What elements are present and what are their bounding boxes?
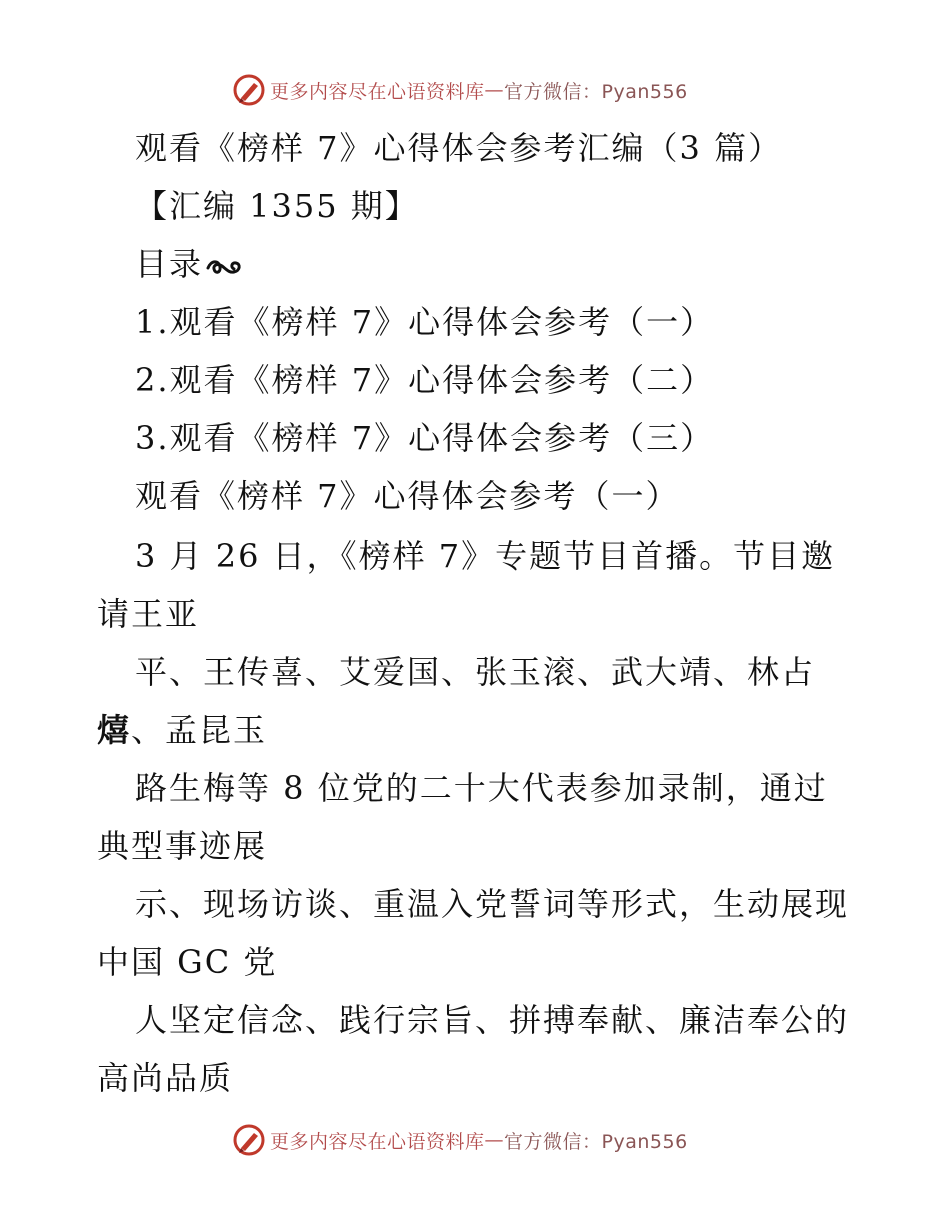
banner-dash: —: [484, 1129, 505, 1151]
body-line: 人坚定信念、践行宗旨、拼搏奉献、廉洁奉公的: [135, 1001, 850, 1039]
banner-contact: 官方微信：Pyan556: [504, 1130, 688, 1153]
toc-item-3: 3.观看《榜样 7》心得体会参考（三）: [135, 419, 715, 457]
body-line: 中国 GC 党: [97, 943, 278, 981]
body-line: 典型事迹展: [97, 827, 268, 865]
banner-text: 更多内容尽在心语资料库: [270, 80, 485, 103]
banner-contact: 官方微信：Pyan556: [504, 80, 688, 103]
body-line: 高尚品质: [97, 1059, 234, 1097]
body-line: 请王亚: [97, 595, 200, 633]
pen-logo-icon: [232, 73, 266, 107]
banner-text: 更多内容尽在心语资料库: [270, 1130, 485, 1153]
swirl-ornament-icon: [205, 254, 245, 280]
footer-banner: [232, 1122, 688, 1158]
toc-heading: [135, 244, 245, 284]
body-line-tail: 、孟昆玉: [131, 711, 268, 749]
body-line: 示、现场访谈、重温入党誓词等形式，生动展现: [135, 885, 850, 923]
banner-dash: —: [484, 79, 505, 101]
body-char-bold: 熺: [97, 711, 132, 749]
toc-label: 目录: [135, 245, 204, 283]
issue-label: 【汇编 1355 期】: [135, 187, 419, 225]
toc-item-1: 1.观看《榜样 7》心得体会参考（一）: [135, 303, 715, 341]
pen-logo-icon: [232, 1123, 266, 1157]
body-line: 路生梅等 8 位党的二十大代表参加录制，通过: [135, 769, 828, 807]
header-banner: [232, 72, 688, 108]
body-line: 3 月 26 日，《榜样 7》专题节目首播。节目邀: [135, 537, 836, 575]
toc-item-2: 2.观看《榜样 7》心得体会参考（二）: [135, 361, 715, 399]
section-heading: 观看《榜样 7》心得体会参考（一）: [135, 477, 680, 515]
body-line: 平、王传喜、艾爱国、张玉滚、武大靖、林占: [135, 653, 816, 691]
body-line: [97, 710, 267, 750]
document-title: 观看《榜样 7》心得体会参考汇编（3 篇）: [135, 129, 783, 167]
